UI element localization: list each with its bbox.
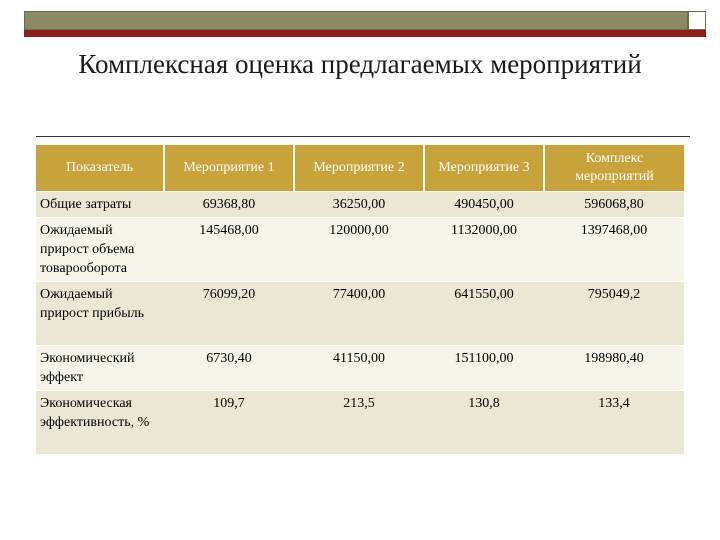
table-header-row (36, 145, 684, 192)
table-row (36, 391, 684, 455)
decorative-corner-stripe (688, 30, 706, 37)
cell-value: 41150,00 (294, 346, 424, 391)
cell-value: 76099,20 (164, 282, 294, 346)
cell-value: 1132000,00 (424, 218, 544, 282)
title-divider (36, 136, 690, 137)
row-label: Экономический эффект (36, 346, 164, 391)
cell-value: 145468,00 (164, 218, 294, 282)
cell-value: 36250,00 (294, 192, 424, 218)
cell-value: 641550,00 (424, 282, 544, 346)
cell-value: 77400,00 (294, 282, 424, 346)
cell-value: 69368,80 (164, 192, 294, 218)
cell-value: 130,8 (424, 391, 544, 455)
header-measure-1: Мероприятие 1 (164, 145, 294, 192)
table-row (36, 192, 684, 218)
header-measure-2: Мероприятие 2 (294, 145, 424, 192)
cell-value: 109,7 (164, 391, 294, 455)
decorative-corner-box (688, 11, 706, 30)
cell-value: 133,4 (544, 391, 684, 455)
decorative-top-bar (24, 11, 688, 30)
cell-value: 120000,00 (294, 218, 424, 282)
cell-value: 151100,00 (424, 346, 544, 391)
header-complex: Комплекс мероприятий (544, 145, 684, 192)
cell-value: 596068,80 (544, 192, 684, 218)
table-row (36, 346, 684, 391)
cell-value: 795049,2 (544, 282, 684, 346)
row-label: Экономическая эффективность, % (36, 391, 164, 455)
evaluation-table (36, 145, 684, 454)
table-row (36, 282, 684, 346)
cell-value: 490450,00 (424, 192, 544, 218)
cell-value: 198980,40 (544, 346, 684, 391)
cell-value: 1397468,00 (544, 218, 684, 282)
header-measure-3: Мероприятие 3 (424, 145, 544, 192)
decorative-accent-stripe (24, 30, 688, 37)
row-label: Ожидаемый прирост прибыль (36, 282, 164, 346)
header-indicator: Показатель (36, 145, 164, 192)
cell-value: 213,5 (294, 391, 424, 455)
slide-title: Комплексная оценка предлагаемых мероприятий (78, 49, 642, 79)
table-row (36, 218, 684, 282)
row-label: Ожидаемый прирост объема товарооборота (36, 218, 164, 282)
row-label: Общие затраты (36, 192, 164, 218)
cell-value: 6730,40 (164, 346, 294, 391)
